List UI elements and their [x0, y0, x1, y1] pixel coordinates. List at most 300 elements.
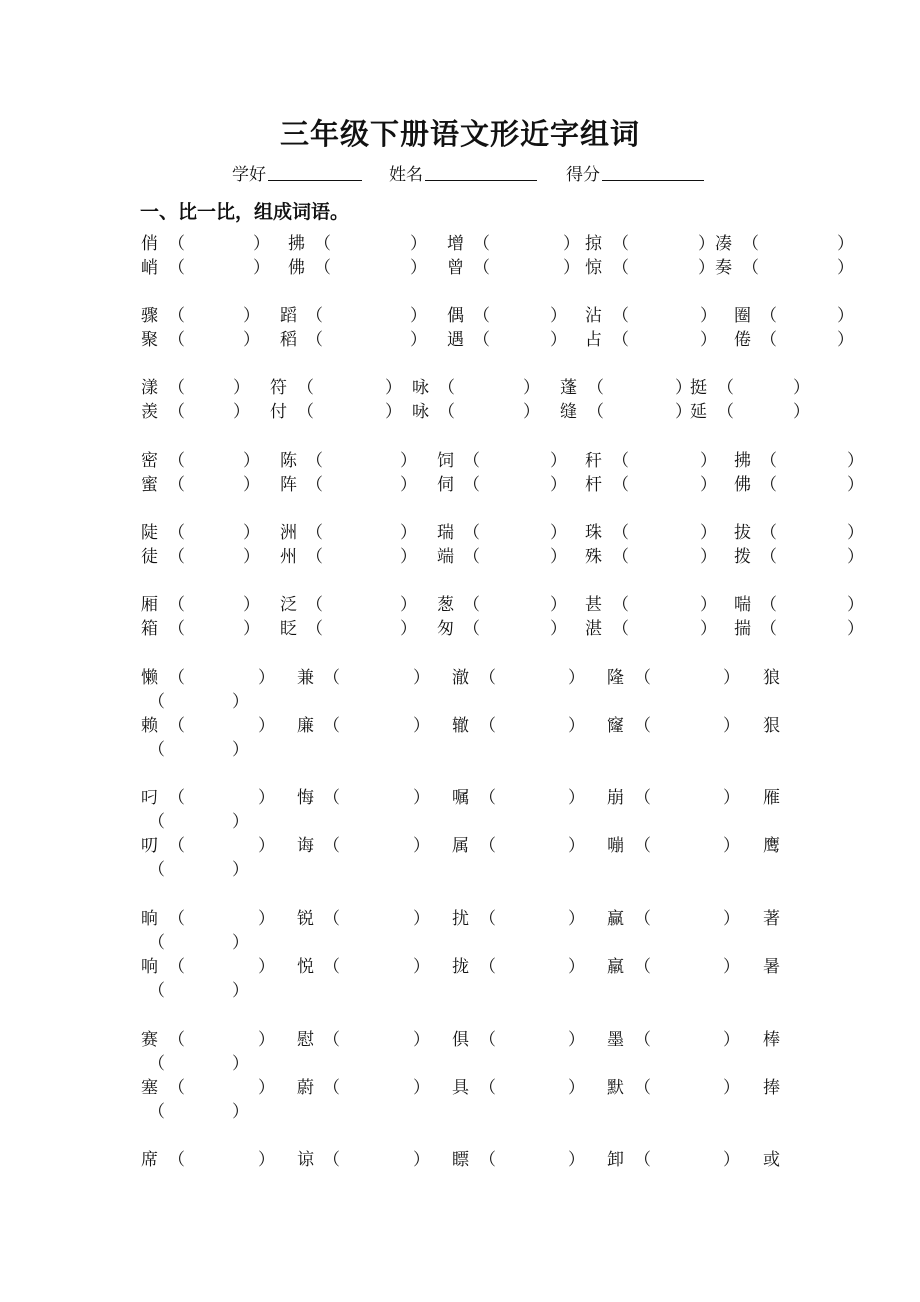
answer-blank-open: （ [634, 1030, 651, 1050]
answer-blank-close: ） [400, 595, 417, 615]
answer-blank-open: （ [634, 1150, 651, 1170]
character: 倦 [734, 330, 751, 350]
character: 掠 [585, 234, 602, 254]
answer-blank-close: ） [243, 475, 260, 495]
character: 拨 [734, 547, 751, 567]
character: 缝 [560, 402, 577, 422]
answer-blank-open: （ [612, 258, 629, 278]
answer-blank-close: ） [413, 668, 430, 688]
answer-blank-close: ） [723, 1030, 740, 1050]
answer-blank-close: ） [258, 909, 275, 929]
answer-blank-open: （ [479, 668, 496, 688]
answer-blank-open: （ [760, 475, 777, 495]
answer-blank-open: （ [306, 306, 323, 326]
answer-blank-close: ） [413, 1150, 430, 1170]
answer-blank-open: （ [760, 547, 777, 567]
answer-blank-open: （ [297, 378, 314, 398]
answer-blank-open: （ [612, 595, 629, 615]
answer-blank-open: （ [760, 595, 777, 615]
character: 默 [607, 1078, 624, 1098]
answer-blank-open: （ [473, 306, 490, 326]
character: 稻 [280, 330, 297, 350]
answer-blank-open: （ [323, 1150, 340, 1170]
answer-blank-open: （ [473, 330, 490, 350]
answer-blank-close: ） [568, 909, 585, 929]
character: 赖 [141, 716, 158, 736]
character: 羡 [141, 402, 158, 422]
answer-blank-close: ） [723, 1150, 740, 1170]
answer-blank-close: ） [410, 234, 427, 254]
answer-blank-open: （ [148, 981, 165, 1001]
answer-blank-close: ） [793, 378, 810, 398]
answer-blank-open: （ [612, 523, 629, 543]
answer-blank-close: ） [410, 306, 427, 326]
character: 饲 [437, 451, 454, 471]
answer-blank-open: （ [323, 1030, 340, 1050]
answer-blank-close: ） [258, 1150, 275, 1170]
character: 卸 [607, 1150, 624, 1170]
character: 伺 [437, 475, 454, 495]
answer-blank-close: ） [700, 330, 717, 350]
answer-blank-close: ） [700, 595, 717, 615]
answer-blank-open: （ [168, 836, 185, 856]
answer-blank-close: ） [550, 306, 567, 326]
answer-blank-close: ） [232, 933, 249, 953]
answer-blank-close: ） [723, 957, 740, 977]
answer-blank-open: （ [323, 668, 340, 688]
character: 扰 [452, 909, 469, 929]
answer-blank-open: （ [463, 619, 480, 639]
answer-blank-close: ） [385, 402, 402, 422]
character: 阵 [280, 475, 297, 495]
character: 沾 [585, 306, 602, 326]
character: 属 [452, 836, 469, 856]
character: 密 [141, 451, 158, 471]
answer-blank-open: （ [168, 716, 185, 736]
character: 蹈 [280, 306, 297, 326]
answer-blank-close: ） [413, 1030, 430, 1050]
character: 谅 [297, 1150, 314, 1170]
character: 或 [763, 1150, 780, 1170]
answer-blank-close: ） [568, 1030, 585, 1050]
character: 惊 [585, 258, 602, 278]
answer-blank-close: ） [837, 306, 854, 326]
character: 漾 [141, 378, 158, 398]
answer-blank-open: （ [306, 475, 323, 495]
section-title: 一、比一比，组成词语。 [140, 201, 350, 223]
character: 箱 [141, 619, 158, 639]
answer-blank-close: ） [400, 523, 417, 543]
character: 慰 [297, 1030, 314, 1050]
answer-blank-close: ） [723, 668, 740, 688]
character: 眨 [280, 619, 297, 639]
answer-blank-open: （ [612, 475, 629, 495]
school-blank [268, 180, 362, 181]
answer-blank-open: （ [323, 716, 340, 736]
answer-blank-close: ） [723, 788, 740, 808]
answer-blank-close: ） [243, 595, 260, 615]
answer-blank-close: ） [232, 981, 249, 1001]
answer-blank-open: （ [168, 547, 185, 567]
answer-blank-open: （ [148, 1102, 165, 1122]
answer-blank-open: （ [717, 402, 734, 422]
answer-blank-open: （ [168, 330, 185, 350]
school-label: 学好 [232, 165, 266, 185]
student-info-row [0, 160, 920, 184]
character: 骤 [141, 306, 158, 326]
character: 聚 [141, 330, 158, 350]
answer-blank-close: ） [410, 258, 427, 278]
answer-blank-close: ） [568, 957, 585, 977]
answer-blank-open: （ [168, 475, 185, 495]
answer-blank-open: （ [760, 619, 777, 639]
answer-blank-close: ） [243, 547, 260, 567]
answer-blank-open: （ [438, 402, 455, 422]
character: 佛 [734, 475, 751, 495]
character: 锐 [297, 909, 314, 929]
answer-blank-open: （ [717, 378, 734, 398]
character: 悦 [297, 957, 314, 977]
answer-blank-close: ） [723, 909, 740, 929]
answer-blank-open: （ [463, 595, 480, 615]
name-label: 姓名 [389, 165, 423, 185]
character: 挺 [690, 378, 707, 398]
character: 澈 [452, 668, 469, 688]
character: 悔 [297, 788, 314, 808]
character: 俏 [141, 234, 158, 254]
answer-blank-close: ） [233, 402, 250, 422]
answer-blank-close: ） [847, 523, 864, 543]
answer-blank-close: ） [232, 692, 249, 712]
character: 棒 [763, 1030, 780, 1050]
answer-blank-close: ） [847, 595, 864, 615]
answer-blank-open: （ [168, 234, 185, 254]
answer-blank-open: （ [168, 909, 185, 929]
character: 叨 [141, 836, 158, 856]
answer-blank-close: ） [847, 475, 864, 495]
answer-blank-close: ） [550, 523, 567, 543]
character: 州 [280, 547, 297, 567]
answer-blank-close: ） [400, 451, 417, 471]
answer-blank-open: （ [760, 523, 777, 543]
character: 殊 [585, 547, 602, 567]
answer-blank-open: （ [323, 957, 340, 977]
answer-blank-close: ） [413, 788, 430, 808]
answer-blank-open: （ [168, 957, 185, 977]
answer-blank-open: （ [168, 378, 185, 398]
answer-blank-open: （ [168, 619, 185, 639]
character: 喘 [734, 595, 751, 615]
answer-blank-open: （ [479, 1030, 496, 1050]
answer-blank-open: （ [479, 1078, 496, 1098]
answer-blank-open: （ [438, 378, 455, 398]
answer-blank-close: ） [523, 378, 540, 398]
answer-blank-close: ） [675, 378, 692, 398]
answer-blank-close: ） [847, 619, 864, 639]
answer-blank-close: ） [700, 523, 717, 543]
answer-blank-close: ） [568, 1150, 585, 1170]
answer-blank-close: ） [700, 451, 717, 471]
answer-blank-open: （ [612, 451, 629, 471]
answer-blank-open: （ [612, 234, 629, 254]
answer-blank-close: ） [232, 1054, 249, 1074]
character: 暑 [763, 957, 780, 977]
answer-blank-open: （ [612, 306, 629, 326]
answer-blank-open: （ [148, 1054, 165, 1074]
answer-blank-open: （ [479, 957, 496, 977]
character: 赛 [141, 1030, 158, 1050]
character: 拂 [288, 234, 305, 254]
score-label: 得分 [566, 165, 600, 185]
character: 窿 [607, 716, 624, 736]
answer-blank-close: ） [258, 957, 275, 977]
answer-blank-close: ） [413, 716, 430, 736]
answer-blank-close: ） [550, 475, 567, 495]
answer-blank-open: （ [473, 234, 490, 254]
answer-blank-open: （ [760, 306, 777, 326]
answer-blank-close: ） [413, 957, 430, 977]
answer-blank-open: （ [168, 1078, 185, 1098]
answer-blank-close: ） [698, 234, 715, 254]
answer-blank-open: （ [168, 668, 185, 688]
answer-blank-open: （ [479, 788, 496, 808]
answer-blank-close: ） [385, 378, 402, 398]
answer-blank-open: （ [314, 234, 331, 254]
answer-blank-open: （ [587, 378, 604, 398]
answer-blank-close: ） [837, 258, 854, 278]
character: 偶 [447, 306, 464, 326]
character: 辙 [452, 716, 469, 736]
answer-blank-close: ） [550, 547, 567, 567]
answer-blank-close: ） [837, 330, 854, 350]
character: 拂 [734, 451, 751, 471]
answer-blank-open: （ [306, 330, 323, 350]
answer-blank-open: （ [297, 402, 314, 422]
character: 陈 [280, 451, 297, 471]
answer-blank-open: （ [634, 788, 651, 808]
character: 蔚 [297, 1078, 314, 1098]
character: 厢 [141, 595, 158, 615]
answer-blank-close: ） [232, 740, 249, 760]
character: 符 [270, 378, 287, 398]
character: 圈 [734, 306, 751, 326]
answer-blank-open: （ [634, 909, 651, 929]
answer-blank-open: （ [479, 836, 496, 856]
character: 洲 [280, 523, 297, 543]
answer-blank-close: ） [232, 812, 249, 832]
answer-blank-open: （ [168, 258, 185, 278]
score-blank [602, 180, 704, 181]
answer-blank-open: （ [463, 475, 480, 495]
answer-blank-open: （ [306, 523, 323, 543]
character: 咏 [412, 378, 429, 398]
answer-blank-open: （ [463, 547, 480, 567]
character: 著 [763, 909, 780, 929]
answer-blank-close: ） [700, 475, 717, 495]
answer-blank-open: （ [148, 933, 165, 953]
answer-blank-open: （ [760, 330, 777, 350]
answer-blank-close: ） [793, 402, 810, 422]
answer-blank-open: （ [148, 692, 165, 712]
page-title: 三年级下册语文形近字组词 [279, 117, 640, 151]
answer-blank-close: ） [258, 668, 275, 688]
answer-blank-close: ） [568, 1078, 585, 1098]
answer-blank-close: ） [410, 330, 427, 350]
character: 雁 [763, 788, 780, 808]
character: 葱 [437, 595, 454, 615]
answer-blank-open: （ [168, 451, 185, 471]
answer-blank-open: （ [479, 909, 496, 929]
answer-blank-close: ） [837, 234, 854, 254]
character: 狠 [763, 716, 780, 736]
character: 奏 [715, 258, 732, 278]
character: 杆 [585, 475, 602, 495]
answer-blank-close: ） [550, 619, 567, 639]
character: 揣 [734, 619, 751, 639]
character: 秆 [585, 451, 602, 471]
answer-blank-open: （ [323, 909, 340, 929]
name-blank [425, 180, 537, 181]
answer-blank-open: （ [168, 523, 185, 543]
answer-blank-close: ） [675, 402, 692, 422]
answer-blank-close: ） [698, 258, 715, 278]
character: 赢 [607, 909, 624, 929]
answer-blank-open: （ [314, 258, 331, 278]
answer-blank-open: （ [612, 619, 629, 639]
answer-blank-close: ） [400, 619, 417, 639]
character: 凑 [715, 234, 732, 254]
character: 狼 [763, 668, 780, 688]
answer-blank-open: （ [587, 402, 604, 422]
answer-blank-close: ） [233, 378, 250, 398]
character: 端 [437, 547, 454, 567]
answer-blank-close: ） [243, 306, 260, 326]
answer-blank-open: （ [306, 619, 323, 639]
character: 晌 [141, 909, 158, 929]
answer-blank-open: （ [323, 836, 340, 856]
character: 曾 [447, 258, 464, 278]
character: 泛 [280, 595, 297, 615]
answer-blank-close: ） [723, 716, 740, 736]
answer-blank-close: ） [550, 595, 567, 615]
answer-blank-open: （ [634, 957, 651, 977]
answer-blank-close: ） [700, 306, 717, 326]
answer-blank-open: （ [168, 595, 185, 615]
character: 捧 [763, 1078, 780, 1098]
answer-blank-open: （ [148, 812, 165, 832]
answer-blank-open: （ [479, 1150, 496, 1170]
character: 响 [141, 957, 158, 977]
character: 塞 [141, 1078, 158, 1098]
answer-blank-open: （ [148, 740, 165, 760]
character: 延 [690, 402, 707, 422]
character: 隆 [607, 668, 624, 688]
character: 甚 [585, 595, 602, 615]
character: 崩 [607, 788, 624, 808]
character: 墨 [607, 1030, 624, 1050]
answer-blank-close: ） [413, 1078, 430, 1098]
answer-blank-open: （ [168, 402, 185, 422]
character: 瞟 [452, 1150, 469, 1170]
character: 具 [452, 1078, 469, 1098]
character: 咏 [412, 402, 429, 422]
answer-blank-open: （ [306, 595, 323, 615]
answer-blank-open: （ [168, 1030, 185, 1050]
character: 湛 [585, 619, 602, 639]
answer-blank-open: （ [473, 258, 490, 278]
answer-blank-close: ） [258, 836, 275, 856]
answer-blank-open: （ [742, 258, 759, 278]
answer-blank-close: ） [243, 330, 260, 350]
answer-blank-close: ） [568, 836, 585, 856]
answer-blank-close: ） [258, 1030, 275, 1050]
character: 嘣 [607, 836, 624, 856]
character: 拔 [734, 523, 751, 543]
answer-blank-open: （ [612, 330, 629, 350]
character: 付 [270, 402, 287, 422]
answer-blank-open: （ [168, 306, 185, 326]
character: 蜜 [141, 475, 158, 495]
answer-blank-close: ） [243, 619, 260, 639]
answer-blank-close: ） [563, 258, 580, 278]
character: 席 [141, 1150, 158, 1170]
answer-blank-open: （ [323, 1078, 340, 1098]
character: 徒 [141, 547, 158, 567]
answer-blank-close: ） [568, 716, 585, 736]
answer-blank-close: ） [723, 1078, 740, 1098]
answer-blank-open: （ [306, 547, 323, 567]
character: 诲 [297, 836, 314, 856]
answer-blank-close: ） [258, 716, 275, 736]
answer-blank-open: （ [634, 668, 651, 688]
answer-blank-open: （ [463, 523, 480, 543]
answer-blank-open: （ [148, 860, 165, 880]
answer-blank-close: ） [243, 451, 260, 471]
answer-blank-close: ） [563, 234, 580, 254]
answer-blank-close: ） [258, 788, 275, 808]
answer-blank-close: ） [400, 475, 417, 495]
answer-blank-close: ） [413, 836, 430, 856]
character: 俱 [452, 1030, 469, 1050]
character: 增 [447, 234, 464, 254]
answer-blank-close: ） [253, 258, 270, 278]
character: 叼 [141, 788, 158, 808]
answer-blank-open: （ [463, 451, 480, 471]
character: 遇 [447, 330, 464, 350]
answer-blank-open: （ [634, 1078, 651, 1098]
answer-blank-close: ） [847, 451, 864, 471]
character: 峭 [141, 258, 158, 278]
answer-blank-close: ） [258, 1078, 275, 1098]
answer-blank-close: ） [243, 523, 260, 543]
character: 兼 [297, 668, 314, 688]
answer-blank-close: ） [550, 451, 567, 471]
answer-blank-close: ） [232, 1102, 249, 1122]
answer-blank-close: ） [550, 330, 567, 350]
answer-blank-close: ） [253, 234, 270, 254]
answer-blank-open: （ [612, 547, 629, 567]
character: 嘱 [452, 788, 469, 808]
character: 懒 [141, 668, 158, 688]
answer-blank-open: （ [760, 451, 777, 471]
answer-blank-open: （ [168, 788, 185, 808]
character: 鹰 [763, 836, 780, 856]
answer-blank-close: ） [568, 668, 585, 688]
answer-blank-open: （ [634, 716, 651, 736]
character: 蓬 [560, 378, 577, 398]
answer-blank-close: ） [700, 547, 717, 567]
answer-blank-open: （ [168, 1150, 185, 1170]
